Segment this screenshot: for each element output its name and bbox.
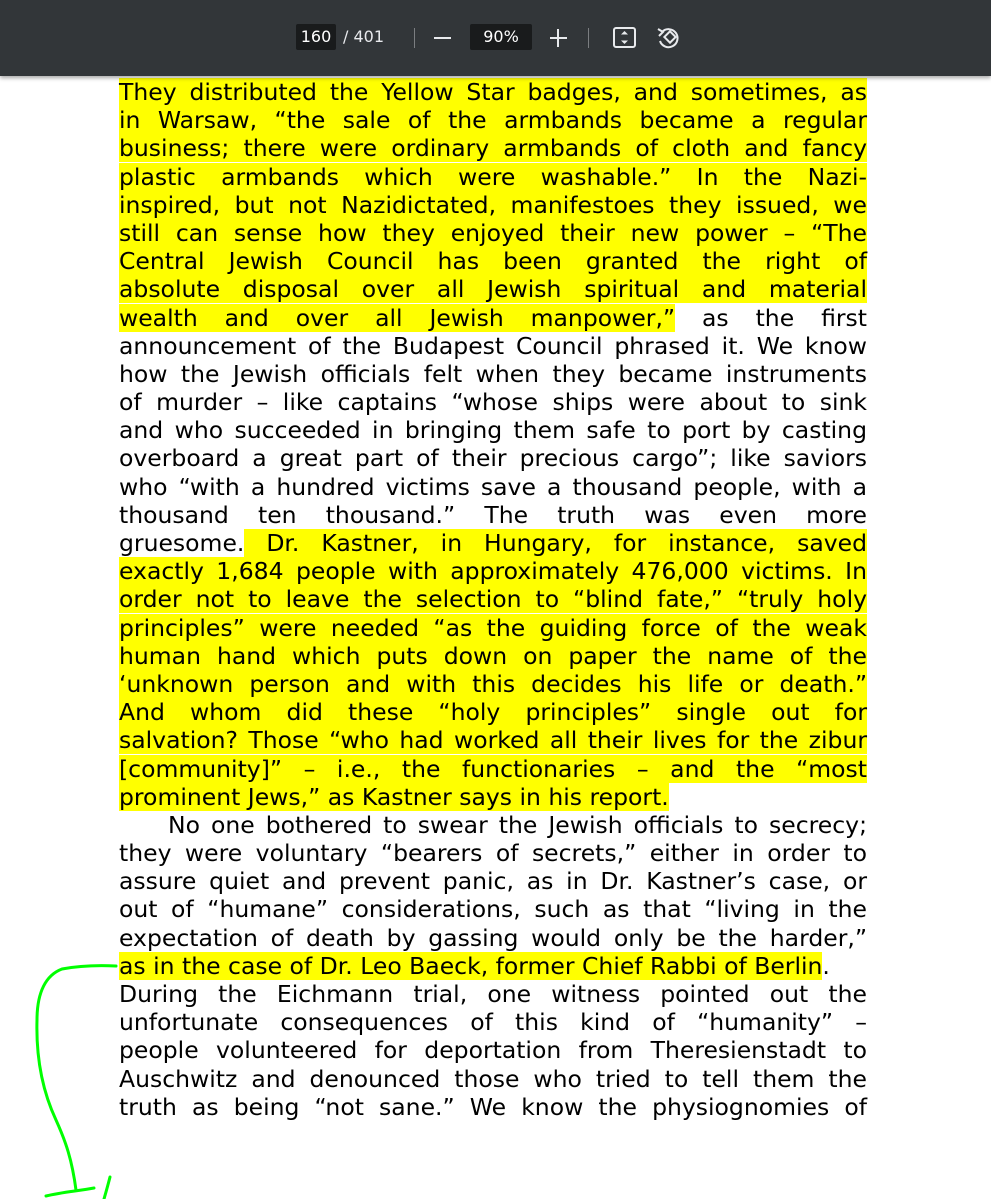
text-line bbox=[119, 388, 867, 416]
toolbar-divider bbox=[414, 28, 415, 48]
highlighted-text: inspired, but not Nazidictated, manifestoes they issued, we bbox=[119, 190, 867, 219]
text-span: gruesome. bbox=[119, 529, 245, 557]
zoom-out-button[interactable] bbox=[430, 24, 456, 52]
text-span: thousand ten thousand.” The truth was even more bbox=[119, 500, 867, 529]
text-line bbox=[119, 106, 867, 134]
text-line bbox=[119, 585, 867, 613]
fit-to-page-icon bbox=[611, 24, 639, 52]
document-page-text bbox=[119, 78, 867, 1121]
text-span: assure quiet and prevent panic, as in Dr. Kastner’s case, or bbox=[119, 867, 867, 896]
text-span: how the Jewish officials felt when they became instruments bbox=[119, 359, 867, 388]
text-line bbox=[119, 670, 867, 698]
text-line bbox=[119, 134, 867, 162]
highlighted-text: wealth and over all Jewish manpower,” bbox=[119, 303, 676, 332]
text-span: out of “humane” considerations, such as that “living in the bbox=[119, 895, 867, 924]
text-line bbox=[119, 163, 867, 191]
text-line bbox=[119, 473, 867, 501]
text-span: overboard a great part of their precious cargo”; like saviors bbox=[119, 444, 867, 473]
text-line bbox=[119, 642, 867, 670]
text-span: as the first bbox=[675, 303, 867, 332]
highlighted-text: They distributed the Yellow Star badges, and sometimes, as bbox=[119, 78, 867, 106]
text-line bbox=[119, 557, 867, 585]
text-line bbox=[119, 1008, 867, 1036]
text-line bbox=[119, 867, 867, 895]
highlighted-text: Central Jewish Council has been granted the right of bbox=[119, 247, 867, 276]
text-line bbox=[119, 1065, 867, 1093]
text-span: Auschwitz and denounced those who tried to tell them the bbox=[119, 1064, 867, 1093]
highlighted-text: ‘unknown person and with this decides his life or death.” bbox=[119, 669, 867, 698]
text-span: unfortunate consequences of this kind of “humanity” – bbox=[119, 1008, 867, 1037]
zoom-in-button[interactable] bbox=[545, 24, 573, 52]
text-line bbox=[119, 614, 867, 642]
text-span: . bbox=[822, 951, 830, 980]
text-span: No one bothered to swear the Jewish officials to secrecy; bbox=[168, 810, 867, 839]
highlighted-text: human hand which puts down on paper the name of the bbox=[119, 641, 867, 670]
text-line bbox=[119, 924, 867, 952]
highlighted-text: business; there were ordinary armbands of cloth and fancy bbox=[119, 134, 867, 163]
highlighted-text: order not to leave the selection to “blind fate,” “truly holy bbox=[119, 585, 867, 614]
rotate-icon bbox=[654, 24, 684, 52]
highlighted-text: exactly 1,684 people with approximately 476,000 victims. In bbox=[119, 557, 867, 586]
page-number-input[interactable]: 160 bbox=[296, 24, 336, 50]
text-span: and who succeeded in bringing them safe to port by casting bbox=[119, 416, 867, 445]
zoom-level-input[interactable]: 90% bbox=[470, 24, 532, 50]
fit-to-page-button[interactable] bbox=[611, 24, 639, 52]
text-line bbox=[119, 78, 867, 106]
highlighted-text: In the Nazi- bbox=[671, 162, 868, 191]
text-span: During the Eichmann trial, one witness pointed out the bbox=[119, 980, 867, 1008]
text-span: who “with a hundred victims save a thousand people, with a bbox=[119, 472, 867, 501]
highlighted-text: salvation? Those “who had worked all their lives for the zibur bbox=[119, 726, 867, 755]
text-line bbox=[119, 444, 867, 472]
highlighted-text: [community]” – i.e., the functionaries – and the “most bbox=[119, 754, 867, 783]
text-line bbox=[119, 219, 867, 247]
text-line bbox=[119, 360, 867, 388]
text-line bbox=[119, 811, 867, 839]
toolbar-divider bbox=[588, 28, 589, 48]
highlighted-text: plastic armbands which were washable.” bbox=[119, 162, 672, 191]
text-line bbox=[119, 304, 867, 332]
text-line bbox=[119, 529, 867, 557]
text-line bbox=[119, 332, 867, 360]
text-span: expectation of death by gassing would only be the harder,” bbox=[119, 923, 867, 952]
highlighted-text: as in the case of Dr. Leo Baeck, former Chief Rabbi of Berlin bbox=[119, 951, 823, 980]
text-line bbox=[119, 755, 867, 783]
text-line bbox=[119, 698, 867, 726]
text-line bbox=[119, 1036, 867, 1064]
text-line bbox=[119, 980, 867, 1008]
highlighted-text: principles” were needed “as the guiding force of the weak bbox=[119, 613, 867, 642]
text-span: they were voluntary “bearers of secrets,” either in order to bbox=[119, 839, 867, 868]
text-span: announcement of the Budapest Council phrased it. We know bbox=[119, 331, 867, 360]
text-line bbox=[119, 895, 867, 923]
highlighted-text: Dr. Kastner, in Hungary, for instance, saved bbox=[244, 529, 867, 557]
highlighted-text: in Warsaw, “the sale of the armbands became a regular bbox=[119, 106, 867, 135]
text-line bbox=[119, 726, 867, 754]
text-line bbox=[119, 191, 867, 219]
text-line bbox=[119, 501, 867, 529]
text-line bbox=[119, 952, 867, 980]
text-line bbox=[119, 416, 867, 444]
text-line bbox=[119, 783, 867, 811]
highlighted-text: And whom did these “holy principles” single out for bbox=[119, 698, 867, 727]
rotate-button[interactable] bbox=[654, 24, 684, 52]
text-line bbox=[119, 275, 867, 303]
page-count: / 401 bbox=[343, 27, 385, 46]
text-span: truth as being “not sane.” We know the physiognomies of bbox=[119, 1092, 867, 1121]
text-line bbox=[119, 1093, 867, 1121]
pdf-toolbar bbox=[0, 0, 991, 76]
text-span: people volunteered for deportation from Theresienstadt to bbox=[119, 1036, 867, 1065]
highlighted-text: prominent Jews,” as Kastner says in his report. bbox=[119, 782, 669, 811]
text-line bbox=[119, 839, 867, 867]
highlighted-text: absolute disposal over all Jewish spiritual and material bbox=[119, 275, 867, 304]
text-span: of murder – like captains “whose ships were about to sink bbox=[119, 388, 867, 417]
highlighted-text: still can sense how they enjoyed their new power – “The bbox=[119, 218, 867, 247]
text-line bbox=[119, 247, 867, 275]
